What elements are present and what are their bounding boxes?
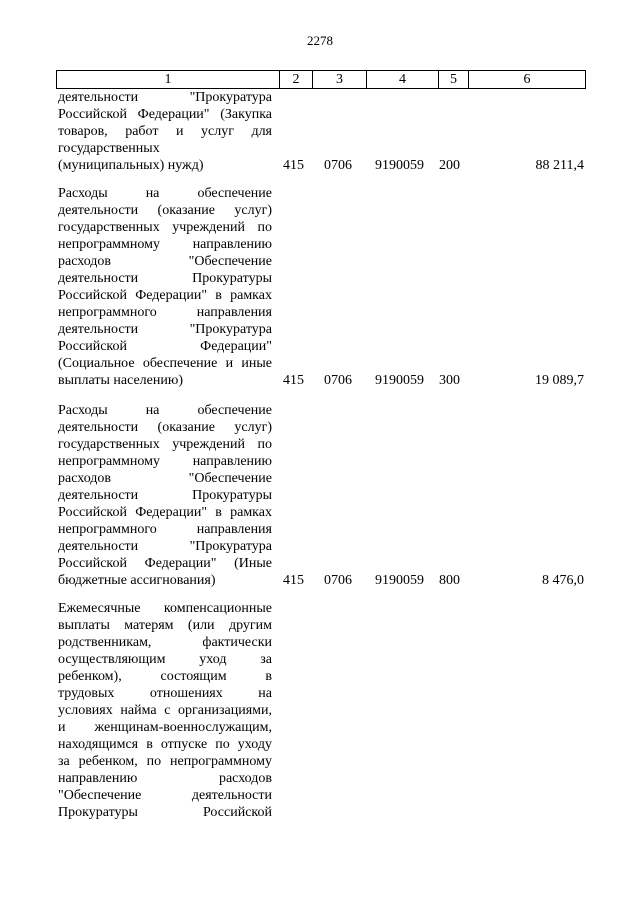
header-col-5: 5: [438, 71, 468, 88]
desc-line: товаров, работ и услуг для: [58, 124, 272, 139]
cell-col5: 800: [439, 573, 460, 588]
desc-line: Российской Федерации" (Иные: [58, 556, 272, 571]
desc-line: выплаты матерям (или другим: [58, 618, 272, 633]
desc-line: (Социальное обеспечение и иные: [58, 356, 272, 371]
cell-col5: 300: [439, 373, 460, 388]
desc-line: деятельности "Прокуратура: [58, 322, 272, 337]
cell-col3: 0706: [324, 158, 352, 173]
desc-line: родственникам, фактически: [58, 635, 272, 650]
row-description: [58, 600, 272, 821]
cell-col4: 9190059: [375, 573, 424, 588]
cell-col5: 200: [439, 158, 460, 173]
desc-line: трудовых отношениях на: [58, 686, 272, 701]
desc-line: деятельности "Прокуратура: [58, 539, 272, 554]
desc-line: деятельности (оказание услуг): [58, 203, 272, 218]
desc-line: за ребенком, по непрограммному: [58, 754, 272, 769]
desc-line: и женщинам-военнослужащим,: [58, 720, 272, 735]
cell-col4: 9190059: [375, 373, 424, 388]
desc-line: Прокуратуры Российской: [58, 805, 272, 820]
desc-line: деятельности "Прокуратура: [58, 90, 272, 105]
desc-line: Расходы на обеспечение: [58, 403, 272, 418]
cell-col6: 88 211,4: [535, 158, 584, 173]
desc-line: Расходы на обеспечение: [58, 186, 272, 201]
header-col-6: 6: [468, 71, 585, 88]
cell-col2: 415: [283, 373, 304, 388]
header-col-3: 3: [312, 71, 366, 88]
desc-line: Ежемесячные компенсационные: [58, 601, 272, 616]
desc-line: условиях найма с организациями,: [58, 703, 272, 718]
cell-col3: 0706: [324, 573, 352, 588]
desc-line: направлению расходов: [58, 771, 272, 786]
desc-line: Российской Федерации" в рамках: [58, 505, 272, 520]
header-col-1: 1: [164, 72, 172, 87]
desc-line: бюджетные ассигнования): [58, 573, 216, 588]
table-header: [56, 70, 586, 89]
desc-line: государственных: [58, 141, 160, 156]
desc-line: "Обеспечение деятельности: [58, 788, 272, 803]
cell-col3: 0706: [324, 373, 352, 388]
page-number: 2278: [307, 33, 333, 48]
desc-line: Российской Федерации" (Закупка: [58, 107, 272, 122]
cell-col6: 19 089,7: [535, 373, 584, 388]
desc-line: деятельности Прокуратуры: [58, 271, 272, 286]
desc-line: выплаты населению): [58, 373, 183, 388]
row-description: [58, 185, 272, 389]
desc-line: ребенком), состоящим в: [58, 669, 272, 684]
desc-line: непрограммного направления: [58, 522, 272, 537]
desc-line: расходов "Обеспечение: [58, 254, 272, 269]
desc-line: Российской Федерации": [58, 339, 272, 354]
cell-col6: 8 476,0: [542, 573, 584, 588]
cell-col4: 9190059: [375, 158, 424, 173]
desc-line: непрограммному направлению: [58, 237, 272, 252]
desc-line: государственных учреждений по: [58, 437, 272, 452]
desc-line: непрограммному направлению: [58, 454, 272, 469]
cell-col2: 415: [283, 573, 304, 588]
row-description: [58, 89, 272, 174]
desc-line: деятельности Прокуратуры: [58, 488, 272, 503]
desc-line: расходов "Обеспечение: [58, 471, 272, 486]
row-description: [58, 402, 272, 589]
desc-line: (муниципальных) нужд): [58, 158, 204, 173]
desc-line: находящимся в отпуске по уходу: [58, 737, 272, 752]
desc-line: государственных учреждений по: [58, 220, 272, 235]
desc-line: Российской Федерации" в рамках: [58, 288, 272, 303]
desc-line: деятельности (оказание услуг): [58, 420, 272, 435]
cell-col2: 415: [283, 158, 304, 173]
header-col-4: 4: [366, 71, 438, 88]
header-col-2: 2: [279, 71, 312, 88]
desc-line: осуществляющим уход за: [58, 652, 272, 667]
desc-line: непрограммного направления: [58, 305, 272, 320]
